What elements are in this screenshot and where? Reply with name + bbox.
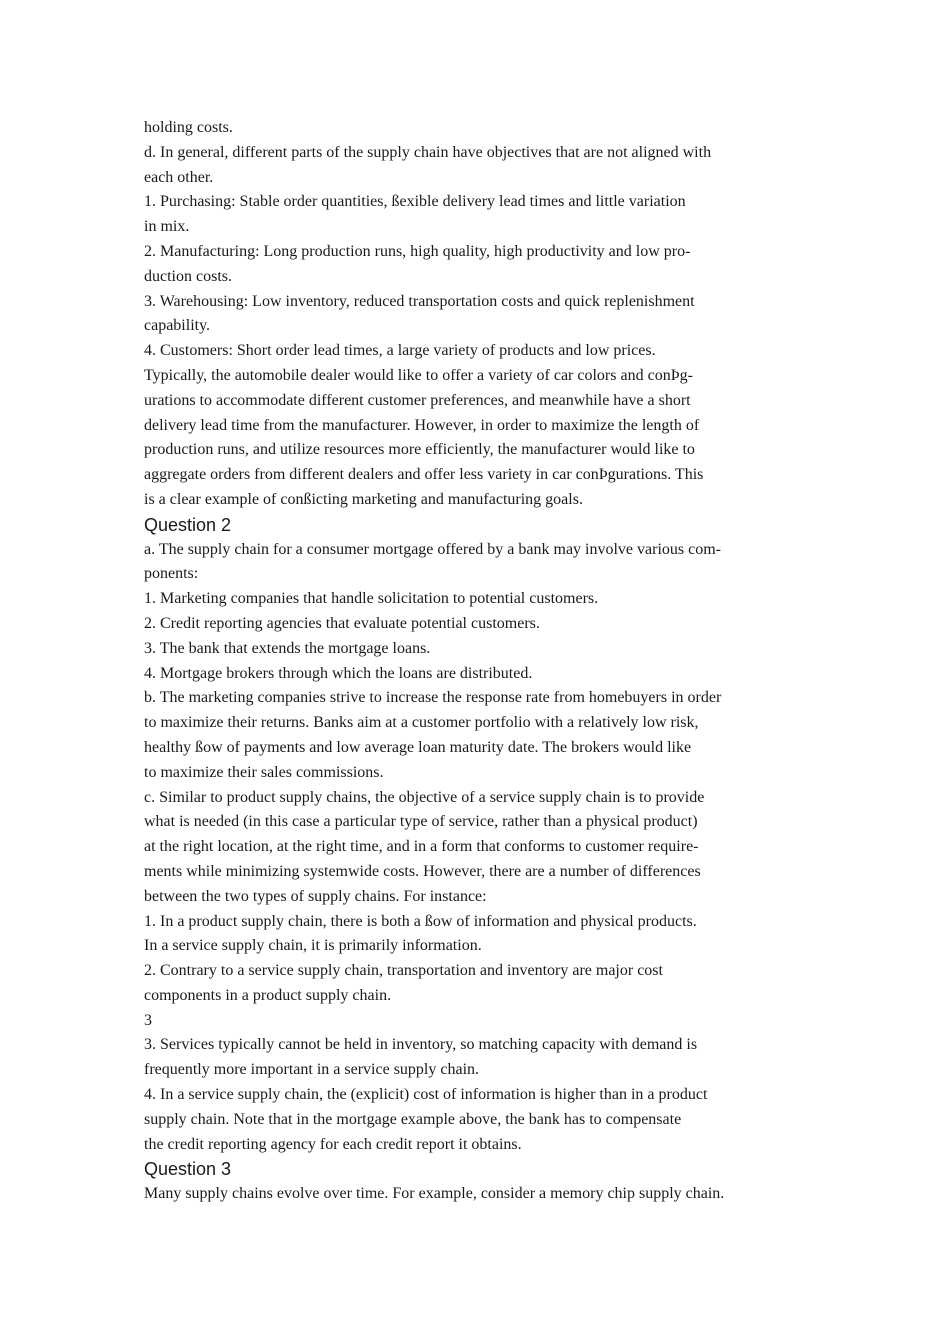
section-heading: Question 2 (144, 514, 232, 535)
text-line: the credit reporting agency for each credit report it obtains. (144, 1135, 522, 1153)
text-line: holding costs. (144, 119, 233, 136)
text-line: to maximize their sales commissions. (144, 763, 384, 781)
text-line: aggregate orders from different dealers and offer less variety in car conÞgurations. This (144, 466, 704, 484)
text-line: 1. In a product supply chain, there is both a ßow of information and physical products. (144, 912, 697, 930)
text-line: production runs, and utilize resources more efficiently, the manufacturer would like to (144, 441, 695, 459)
text-line: urations to accommodate different customer preferences, and meanwhile have a short (144, 391, 691, 409)
text-line: components in a product supply chain. (144, 986, 392, 1004)
text-line: 4. Mortgage brokers through which the loans are distributed. (144, 664, 533, 682)
text-line: 1. Marketing companies that handle solicitation to potential customers. (144, 590, 599, 608)
text-line: a. The supply chain for a consumer mortgage offered by a bank may involve various com- (144, 540, 722, 558)
text-line: 3. Services typically cannot be held in inventory, so matching capacity with demand is (144, 1036, 698, 1054)
text-line: capability. (144, 317, 211, 335)
text-line: 2. Manufacturing: Long production runs, high quality, high productivity and low pro- (144, 242, 691, 260)
text-line: is a clear example of conßicting marketing and manufacturing goals. (144, 490, 583, 508)
text-line: healthy ßow of payments and low average loan maturity date. The brokers would like (144, 738, 692, 756)
text-line: each other. (144, 168, 214, 186)
text-line: duction costs. (144, 267, 232, 285)
section-heading: Question 3 (144, 1159, 232, 1180)
text-line: 3 (144, 1011, 152, 1029)
text-line: between the two types of supply chains. For instance: (144, 887, 487, 905)
text-line: in mix. (144, 218, 190, 236)
document-page (144, 116, 804, 1207)
text-line: 2. Credit reporting agencies that evaluate potential customers. (144, 614, 540, 632)
text-line: 4. In a service supply chain, the (explicit) cost of information is higher than in a product (144, 1086, 708, 1104)
text-line: Typically, the automobile dealer would like to offer a variety of car colors and conÞg- (144, 366, 693, 384)
text-line: what is needed (in this case a particular type of service, rather than a physical product) (144, 813, 698, 831)
text-line: to maximize their returns. Banks aim at a customer portfolio with a relatively low risk, (144, 714, 699, 732)
text-line: ponents: (144, 565, 199, 583)
text-line: frequently more important in a service supply chain. (144, 1061, 480, 1079)
text-line: d. In general, different parts of the supply chain have objectives that are not aligned with (144, 143, 712, 161)
text-line: supply chain. Note that in the mortgage example above, the bank has to compensate (144, 1110, 682, 1128)
text-line: b. The marketing companies strive to increase the response rate from homebuyers in order (144, 689, 722, 707)
text-line: 1. Purchasing: Stable order quantities, ßexible delivery lead times and little variation (144, 193, 686, 211)
text-line: 3. The bank that extends the mortgage loans. (144, 639, 431, 657)
text-line: In a service supply chain, it is primarily information. (144, 937, 482, 955)
text-line: 4. Customers: Short order lead times, a large variety of products and low prices. (144, 342, 656, 360)
text-line: 3. Warehousing: Low inventory, reduced transportation costs and quick replenishment (144, 292, 695, 310)
text-line: at the right location, at the right time, and in a form that conforms to customer require- (144, 838, 699, 856)
text-line: c. Similar to product supply chains, the objective of a service supply chain is to provide (144, 788, 705, 806)
text-line: Many supply chains evolve over time. For example, consider a memory chip supply chain. (144, 1185, 725, 1203)
text-line: ments while minimizing systemwide costs. However, there are a number of differences (144, 862, 701, 880)
text-line: 2. Contrary to a service supply chain, transportation and inventory are major cost (144, 962, 663, 980)
text-line: delivery lead time from the manufacturer. However, in order to maximize the length of (144, 416, 700, 434)
